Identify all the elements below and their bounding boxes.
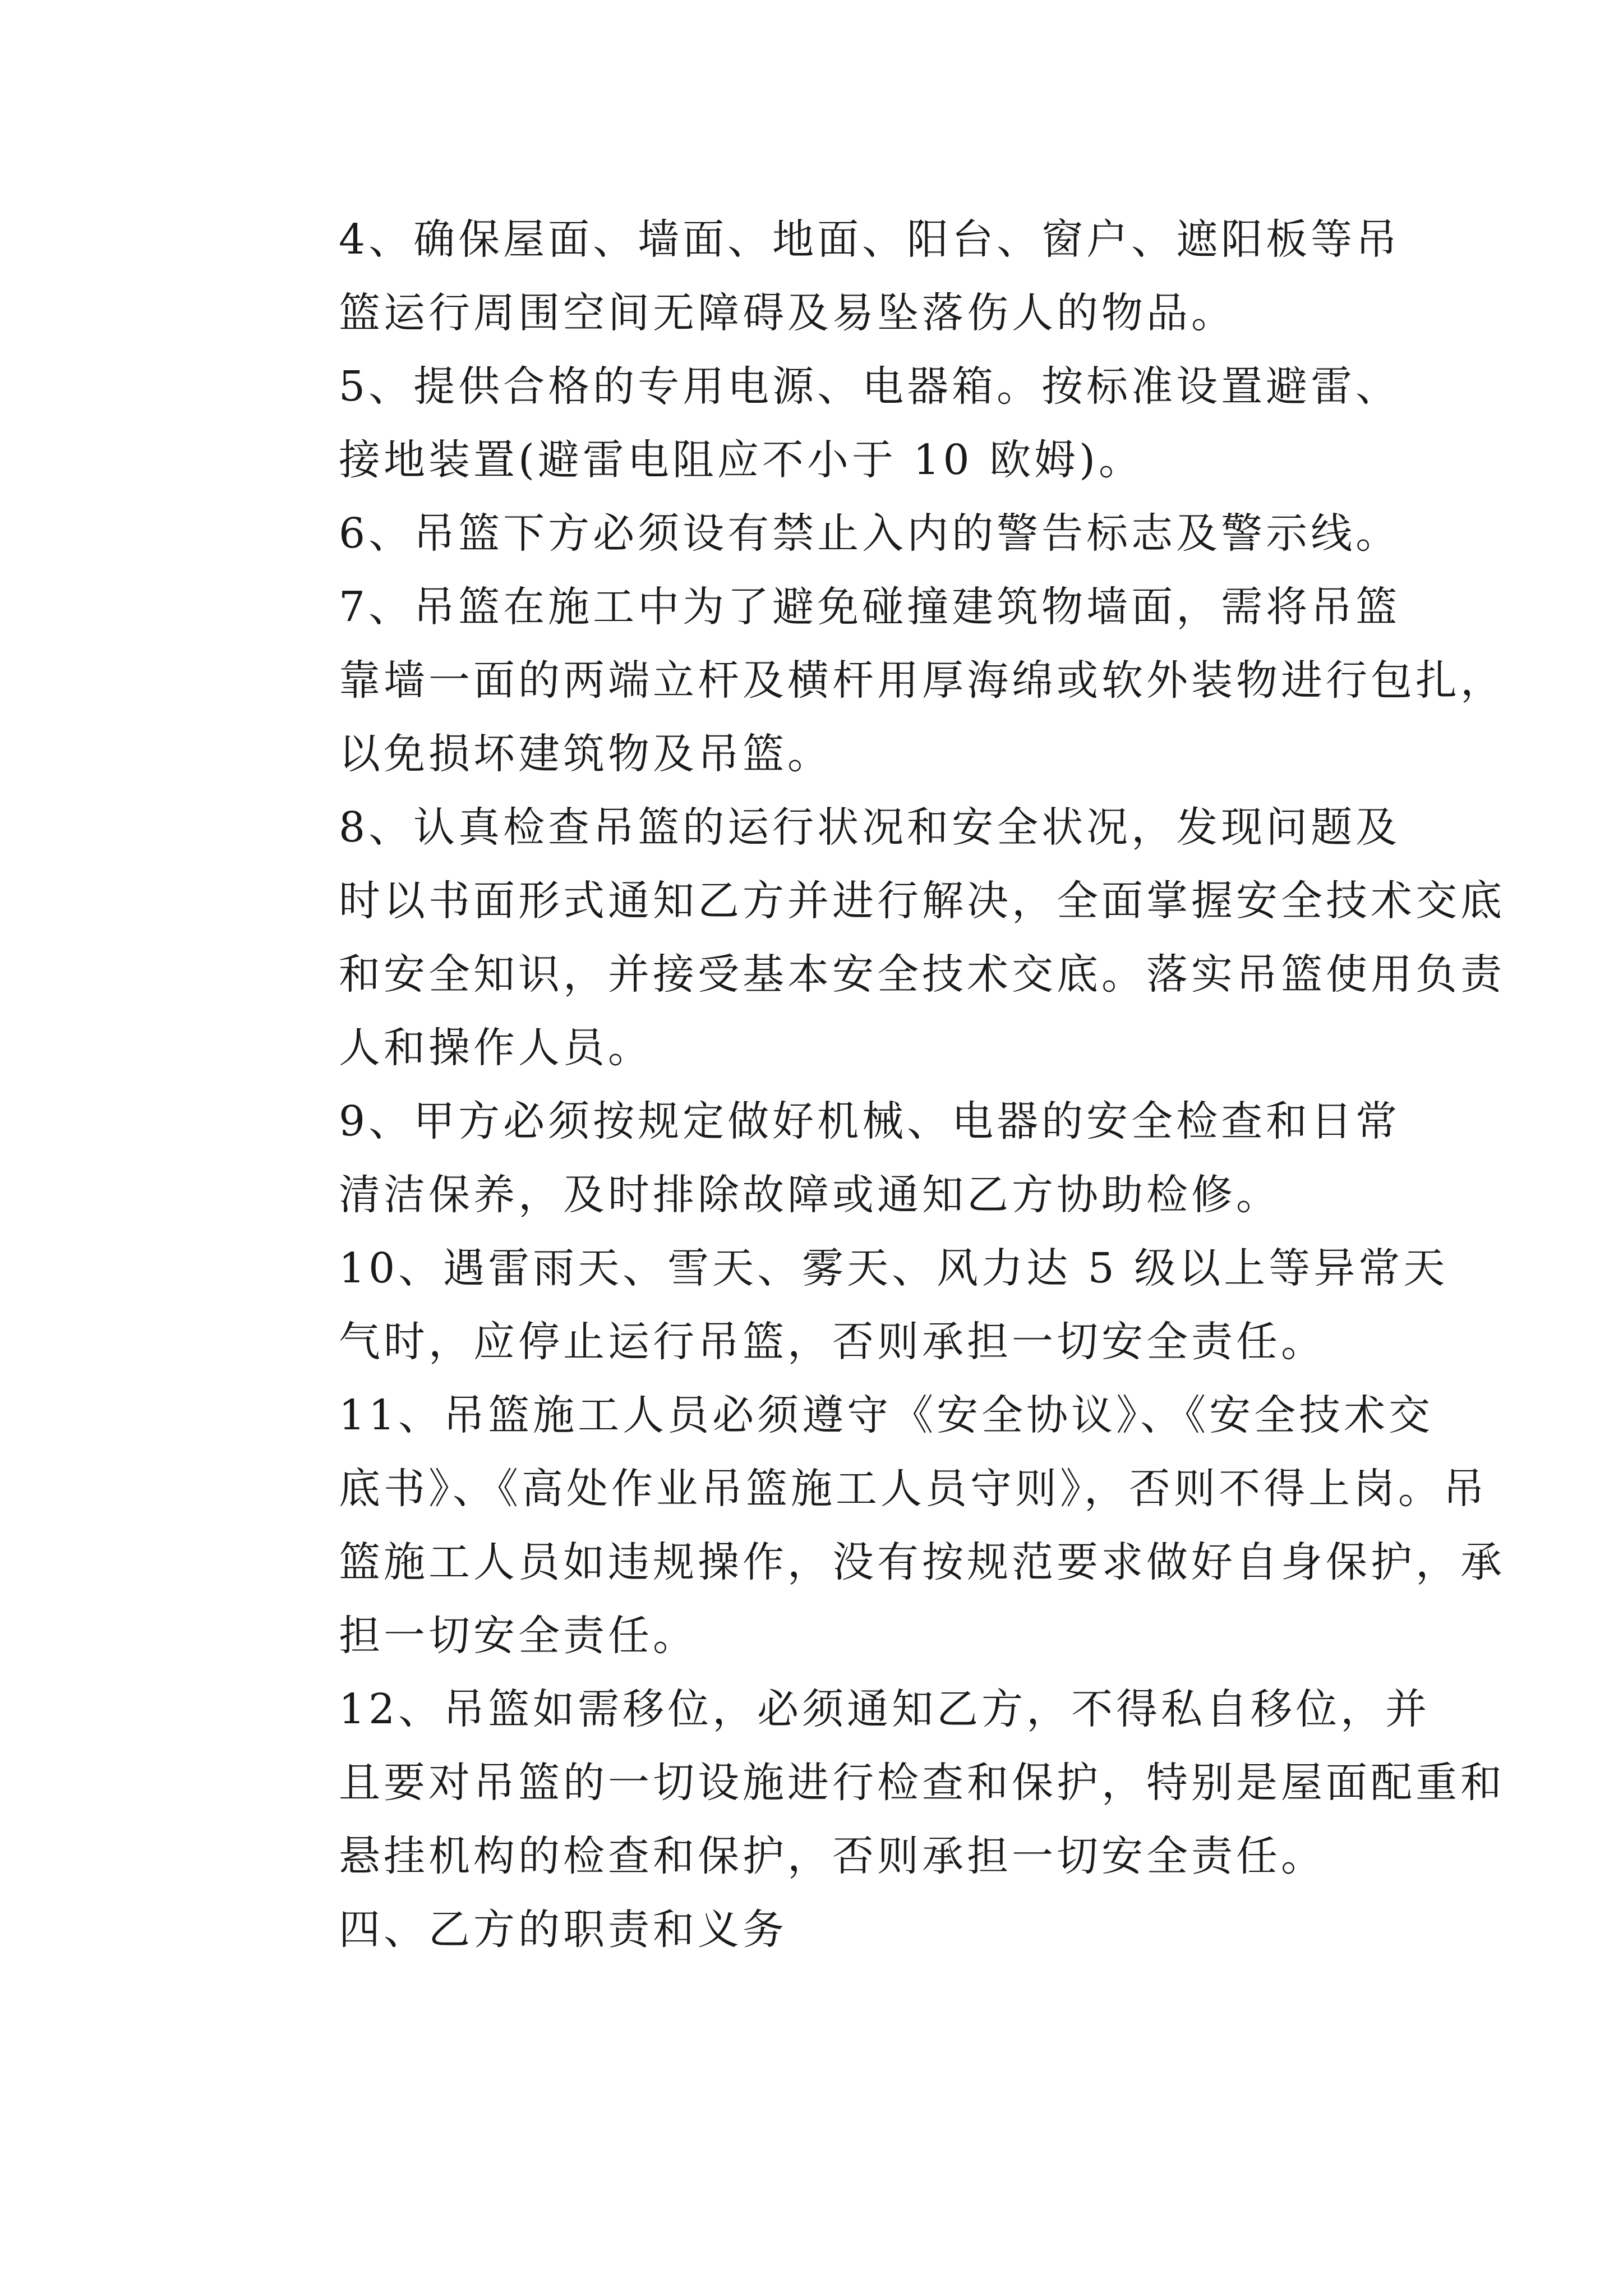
text-line: 靠墙一面的两端立杆及横杆用厚海绵或软外装物进行包扎， — [339, 656, 1505, 705]
text-line: 6、吊篮下方必须设有禁止入内的警告标志及警示线。 — [339, 509, 1401, 558]
text-line: 时以书面形式通知乙方并进行解决，全面掌握安全技术交底 — [339, 877, 1505, 925]
paragraph-item-7 — [253, 570, 1505, 791]
paragraph-item-8 — [253, 791, 1505, 1085]
text-line: 人和操作人员。 — [339, 1024, 653, 1072]
text-line: 10、遇雷雨天、雪天、雾天、风力达 5 级以上等异常天 — [339, 1244, 1449, 1292]
text-line: 9、甲方必须按规定做好机械、电器的安全检查和日常 — [339, 1097, 1401, 1145]
paragraph-item-11 — [253, 1379, 1505, 1673]
document-body — [253, 203, 1505, 1967]
text-line: 11、吊篮施工人员必须遵守《安全协议》、《安全技术交 — [339, 1391, 1434, 1439]
section-heading-text: 四、乙方的职责和义务 — [339, 1906, 787, 1954]
section-heading — [253, 1893, 1386, 1967]
text-line: 且要对吊篮的一切设施进行检查和保护，特别是屋面配重和 — [339, 1759, 1505, 1807]
text-line: 5、提供合格的专用电源、电器箱。按标准设置避雷、 — [339, 362, 1401, 411]
text-line: 气时，应停止运行吊篮，否则承担一切安全责任。 — [339, 1318, 1326, 1366]
paragraph-item-6 — [253, 497, 1401, 570]
text-line: 底书》、《高处作业吊篮施工人员守则》，否则不得上岗。吊 — [339, 1465, 1488, 1513]
text-line: 7、吊篮在施工中为了避免碰撞建筑物墙面，需将吊篮 — [339, 583, 1401, 631]
text-line: 8、认真检查吊篮的运行状况和安全状况，发现问题及 — [339, 803, 1401, 852]
text-line: 和安全知识，并接受基本安全技术交底。落实吊篮使用负责 — [339, 950, 1505, 999]
paragraph-item-5 — [253, 350, 1401, 497]
paragraph-item-10 — [253, 1232, 1449, 1379]
text-line: 清洁保养，及时排除故障或通知乙方协助检修。 — [339, 1171, 1281, 1219]
text-line: 接地装置(避雷电阻应不小于 10 欧姆)。 — [339, 436, 1144, 484]
text-line: 担一切安全责任。 — [339, 1612, 698, 1660]
text-line: 4、确保屋面、墙面、地面、阳台、窗户、遮阳板等吊 — [339, 215, 1401, 264]
text-line: 悬挂机构的检查和保护，否则承担一切安全责任。 — [339, 1832, 1326, 1880]
paragraph-item-9 — [253, 1085, 1401, 1232]
paragraph-item-4 — [253, 203, 1401, 350]
text-line: 篮施工人员如违规操作，没有按规范要求做好自身保护，承 — [339, 1538, 1505, 1586]
text-line: 12、吊篮如需移位，必须通知乙方，不得私自移位，并 — [339, 1685, 1431, 1733]
text-line: 以免损坏建筑物及吊篮。 — [339, 730, 832, 778]
text-line: 篮运行周围空间无障碍及易坠落伤人的物品。 — [339, 289, 1236, 337]
paragraph-item-12 — [253, 1673, 1505, 1893]
